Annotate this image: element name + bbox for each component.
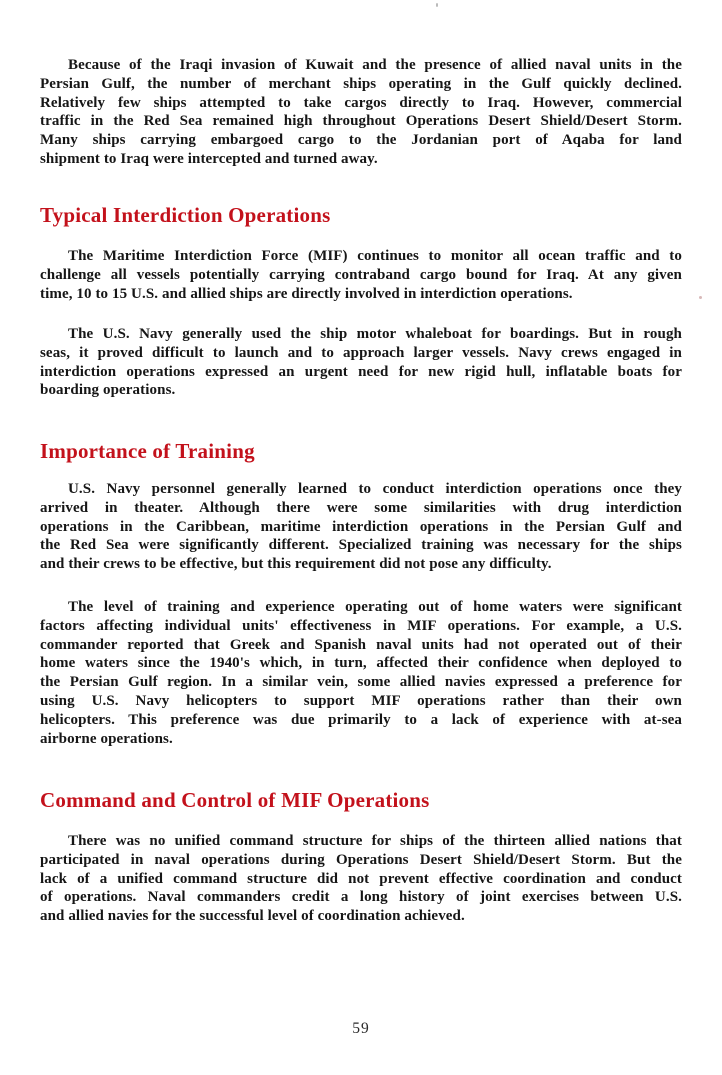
paragraph-line: commander reported that Greek and Spanish naval units had not operated out of their: [40, 636, 682, 653]
page-number: 59: [352, 1020, 370, 1037]
paragraph-line: and allied navies for the successful level of coordination achieved.: [40, 908, 465, 925]
paragraph-line: interdiction operations expressed an urgent need for new rigid hull, inflatable boats for: [40, 363, 682, 380]
paragraph-line: Many ships carrying embargoed cargo to the Jordanian port of Aqaba for land: [40, 132, 682, 149]
paragraph-line: boarding operations.: [40, 382, 176, 399]
body-paragraph: [40, 247, 682, 303]
paragraph-line: The level of training and experience operating out of home waters were significant: [68, 599, 682, 615]
paragraph-line: shipment to Iraq were intercepted and turned away.: [40, 150, 378, 167]
paragraph-line: arrived in theater. Although there were some similarities with drug interdiction: [40, 499, 682, 516]
section-heading: Importance of Training: [40, 439, 255, 463]
paragraph-line: operations in the Caribbean, maritime interdiction operations in the Persian Gulf and: [40, 518, 682, 535]
scan-speck: [699, 296, 702, 299]
paragraph-line: factors affecting individual units' effectiveness in MIF operations. For example, a U.S.: [40, 617, 682, 634]
paragraph-line: of operations. Naval commanders credit a long history of joint exercises between U.S.: [40, 889, 682, 906]
body-paragraph: [40, 480, 682, 574]
paragraph-line: There was no unified command structure for ships of the thirteen allied nations that: [68, 833, 682, 849]
paragraph-line: Because of the Iraqi invasion of Kuwait and the presence of allied naval units in the: [68, 57, 682, 73]
paragraph-line: The Maritime Interdiction Force (MIF) continues to monitor all ocean traffic and to: [68, 248, 682, 264]
paragraph-line: The U.S. Navy generally used the ship motor whaleboat for boardings. But in rough: [68, 326, 682, 342]
paragraph-line: and their crews to be effective, but this requirement did not pose any difficulty.: [40, 556, 552, 573]
paragraph-line: lack of a unified command structure did not prevent effective coordination and conduct: [40, 870, 682, 887]
paragraph-line: helicopters. This preference was due primarily to a lack of experience with at-sea: [40, 711, 682, 728]
body-paragraph: [40, 325, 682, 400]
paragraph-line: time, 10 to 15 U.S. and allied ships are directly involved in interdiction operations.: [40, 285, 573, 302]
body-paragraph: [40, 598, 682, 748]
body-paragraph: [40, 832, 682, 926]
paragraph-line: using U.S. Navy helicopters to support MIF operations rather than their own: [40, 692, 682, 709]
paragraph-line: participated in naval operations during Operations Desert Shield/Desert Storm. But the: [40, 851, 682, 868]
paragraph-line: the Red Sea were significantly different. Specialized training was necessary for the ships: [40, 537, 682, 554]
paragraph-line: home waters since the 1940's which, in turn, affected their confidence when deployed to: [40, 655, 682, 672]
body-paragraph: [40, 56, 682, 169]
paragraph-line: U.S. Navy personnel generally learned to conduct interdiction operations once they: [68, 481, 682, 497]
paragraph-line: challenge all vessels potentially carrying contraband cargo bound for Iraq. At any given: [40, 266, 682, 283]
paragraph-line: traffic in the Red Sea remained high throughout Operations Desert Shield/Desert Storm.: [40, 113, 682, 130]
section-heading: Command and Control of MIF Operations: [40, 788, 430, 812]
section-heading: Typical Interdiction Operations: [40, 203, 331, 227]
scan-speck: [436, 3, 438, 7]
paragraph-line: seas, it proved difficult to launch and to approach larger vessels. Navy crews engaged in: [40, 344, 682, 361]
paragraph-line: the Persian Gulf region. In a similar vein, some allied navies expressed a preference for: [40, 674, 682, 691]
paragraph-line: Persian Gulf, the number of merchant ships operating in the Gulf quickly declined.: [40, 75, 682, 92]
paragraph-line: Relatively few ships attempted to take cargos directly to Iraq. However, commercial: [40, 94, 682, 111]
paragraph-line: airborne operations.: [40, 730, 173, 747]
